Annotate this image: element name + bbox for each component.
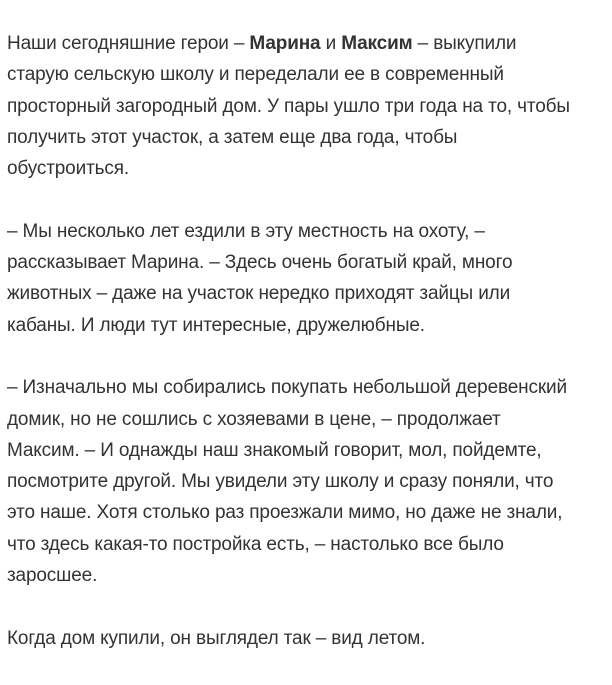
text-line: – Изначально мы собирались покупать небольшой деревенский: [7, 377, 567, 399]
text-line: кабаны. И люди тут интересные, дружелюбные.: [7, 314, 425, 336]
text-line: старую сельскую школу и переделали ее в современный: [7, 64, 504, 86]
text-line: получить этот участок, а затем еще два года, чтобы: [7, 126, 458, 148]
text-line: Когда дом купили, он выглядел так – вид летом.: [7, 627, 426, 649]
paragraph-intro: [7, 28, 607, 184]
text-line: заросшее.: [7, 565, 98, 587]
text-line: – Мы несколько лет ездили в эту местность на охоту, –: [7, 220, 485, 242]
text-line: что здесь какая-то постройка есть, – настолько все было: [7, 533, 504, 555]
paragraph-maksim-quote: [7, 372, 607, 591]
text-segment: Наши сегодняшние герои –: [7, 33, 250, 54]
text-line: Максим. – И однажды наш знакомый говорит, мол, пойдемте,: [7, 439, 542, 461]
text-line: обустроиться.: [7, 158, 129, 180]
text-segment: и: [320, 33, 342, 54]
article-body: [7, 28, 607, 685]
text-line: посмотрите другой. Мы увидели эту школу и сразу поняли, что: [7, 471, 554, 493]
paragraph-marina-quote: [7, 216, 607, 341]
hero-name-maksim: Максим: [341, 33, 413, 54]
hero-name-marina: Марина: [249, 33, 321, 54]
text-line: животных – даже на участок нередко приходят зайцы или: [7, 283, 511, 305]
text-line: [7, 28, 607, 59]
text-segment: – выкупили: [412, 33, 517, 54]
text-line: домик, но не сошлись с хозяевами в цене, – продолжает: [7, 408, 501, 430]
paragraph-caption: [7, 623, 607, 654]
text-line: рассказывает Марина. – Здесь очень богатый край, много: [7, 252, 513, 274]
text-line: просторный загородный дом. У пары ушло три года на то, чтобы: [7, 95, 570, 117]
text-line: это наше. Хотя столько раз проезжали мимо, но даже не знали,: [7, 502, 563, 524]
